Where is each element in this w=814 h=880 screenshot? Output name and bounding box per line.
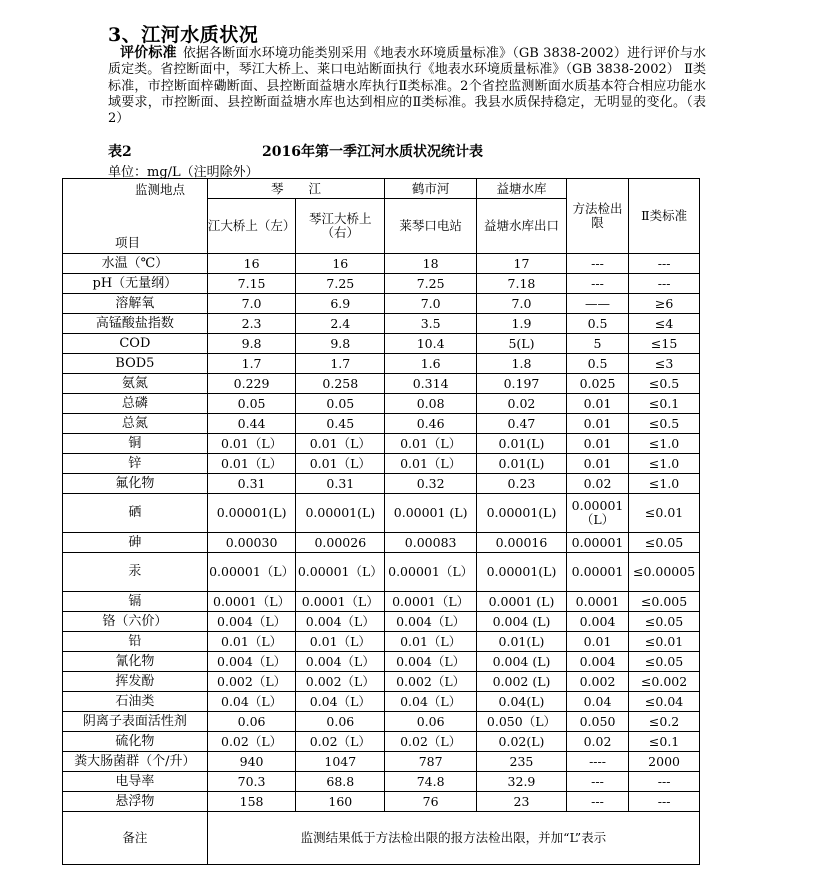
item-cell: 铬（六价）	[63, 612, 208, 632]
table-row	[63, 672, 700, 692]
method-limit-value: 0.5	[566, 354, 628, 374]
site3-value: 3.5	[385, 314, 477, 334]
site-header-1: 江大桥上（左）	[207, 199, 296, 254]
table-row	[63, 772, 700, 792]
site1-value: 1.7	[207, 354, 296, 374]
item-cell: 高锰酸盐指数	[63, 314, 208, 334]
site1-value: 0.00030	[207, 533, 296, 553]
site4-value: 0.004 (L)	[477, 612, 567, 632]
site3-value: 0.004（L）	[385, 652, 477, 672]
site1-value: 940	[207, 752, 296, 772]
site4-value: 0.002 (L)	[477, 672, 567, 692]
site3-value: 0.01（L）	[385, 632, 477, 652]
evaluation-paragraph	[108, 45, 706, 127]
site1-value: 0.01（L）	[207, 434, 296, 454]
site1-value: 0.01（L）	[207, 632, 296, 652]
table-row	[63, 254, 700, 274]
site3-value: 76	[385, 792, 477, 812]
item-cell: 总氮	[63, 414, 208, 434]
site3-value: 787	[385, 752, 477, 772]
standard-value: ≤1.0	[629, 434, 700, 454]
table-row	[63, 712, 700, 732]
site4-value: 5(L)	[477, 334, 567, 354]
site1-value: 0.31	[207, 474, 296, 494]
table-row	[63, 314, 700, 334]
method-limit-value: ---	[566, 772, 628, 792]
table-row	[63, 732, 700, 752]
method-limit-value: 0.025	[566, 374, 628, 394]
section-heading: 3、江河水质状况	[108, 24, 259, 46]
standard-value: ≤0.05	[629, 533, 700, 553]
item-cell: 硫化物	[63, 732, 208, 752]
site2-value: 1.7	[296, 354, 385, 374]
standard-value: ≤0.5	[629, 414, 700, 434]
site2-value: 0.01（L）	[296, 434, 385, 454]
method-limit-value: ——	[566, 294, 628, 314]
site3-value: 74.8	[385, 772, 477, 792]
item-cell: BOD5	[63, 354, 208, 374]
corner-location-label: 监测地点	[135, 182, 186, 197]
site2-value: 0.01（L）	[296, 454, 385, 474]
site3-value: 0.00001（L）	[385, 553, 477, 592]
site1-value: 0.004（L）	[207, 652, 296, 672]
table-row	[63, 374, 700, 394]
table-row	[63, 652, 700, 672]
item-cell: 镉	[63, 592, 208, 612]
item-cell: 砷	[63, 533, 208, 553]
table-row	[63, 434, 700, 454]
method-limit-value: 0.0001	[566, 592, 628, 612]
standard-value: ≤0.2	[629, 712, 700, 732]
table-row	[63, 414, 700, 434]
standard-value: ≤0.01	[629, 494, 700, 533]
site3-value: 0.02（L）	[385, 732, 477, 752]
item-cell: 氰化物	[63, 652, 208, 672]
site4-value: 0.197	[477, 374, 567, 394]
method-limit-value: 0.01	[566, 454, 628, 474]
river-header-2: 鹤市河	[385, 179, 477, 199]
site3-value: 0.04（L）	[385, 692, 477, 712]
method-limit-value: ---	[566, 792, 628, 812]
table-row	[63, 474, 700, 494]
note-row	[63, 812, 700, 865]
item-cell: 铅	[63, 632, 208, 652]
site1-value: 2.3	[207, 314, 296, 334]
table-row	[63, 274, 700, 294]
method-limit-value: ---	[566, 274, 628, 294]
table-title: 2016年第一季江河水质状况统计表	[262, 144, 483, 160]
standard-value: ≤0.00005	[629, 553, 700, 592]
site3-value: 0.46	[385, 414, 477, 434]
site2-value: 0.258	[296, 374, 385, 394]
item-cell: 水温（℃）	[63, 254, 208, 274]
table-row	[63, 454, 700, 474]
table-row	[63, 632, 700, 652]
standard-value: ---	[629, 254, 700, 274]
site1-value: 0.04（L）	[207, 692, 296, 712]
site3-value: 0.002（L）	[385, 672, 477, 692]
method-limit-value: ----	[566, 752, 628, 772]
site2-value: 0.02（L）	[296, 732, 385, 752]
standard-value: ≤0.01	[629, 632, 700, 652]
site4-value: 0.004 (L)	[477, 652, 567, 672]
site3-value: 0.004（L）	[385, 612, 477, 632]
site2-value: 7.25	[296, 274, 385, 294]
item-cell: 悬浮物	[63, 792, 208, 812]
site4-value: 0.47	[477, 414, 567, 434]
site1-value: 0.01（L）	[207, 454, 296, 474]
site3-value: 0.01（L）	[385, 454, 477, 474]
site2-value: 68.8	[296, 772, 385, 792]
site1-value: 0.00001（L）	[207, 553, 296, 592]
site2-value: 0.05	[296, 394, 385, 414]
site1-value: 0.002（L）	[207, 672, 296, 692]
site2-value: 0.00026	[296, 533, 385, 553]
paragraph-text: 依据各断面水环境功能类别采用《地表水环境质量标准》（GB 3838-2002）进行评价与水质定类。省控断面中，琴江大桥上、莱口电站断面执行《地表水环境质量标准》（GB 3838-2002） Ⅱ类标准，市控断面梓磡断面、县控断面益塘水库执行Ⅱ类标准。2个省控监测断面水质基本符合相应功能水域要求，市控断面、县控断面益塘水库也达到相应的Ⅱ类标准。我县水质保持稳定，无明显的变化。（表2）	[108, 46, 707, 127]
standard-value: ≤0.002	[629, 672, 700, 692]
table-row	[63, 354, 700, 374]
standard-value: ≤0.05	[629, 612, 700, 632]
table-row	[63, 533, 700, 553]
corner-item-label: 项目	[115, 235, 141, 250]
site2-value: 1047	[296, 752, 385, 772]
item-cell: 氨氮	[63, 374, 208, 394]
standard-value: ≤0.5	[629, 374, 700, 394]
site4-value: 0.02	[477, 394, 567, 414]
method-limit-value: 0.02	[566, 732, 628, 752]
site1-value: 70.3	[207, 772, 296, 792]
standard-value: ≤1.0	[629, 474, 700, 494]
site2-value: 0.31	[296, 474, 385, 494]
standard-value: ≤0.1	[629, 732, 700, 752]
site4-value: 23	[477, 792, 567, 812]
standard-value: ≤4	[629, 314, 700, 334]
method-limit-value: 0.01	[566, 632, 628, 652]
item-cell: 铜	[63, 434, 208, 454]
site4-value: 0.01(L)	[477, 454, 567, 474]
standard-value: ≤0.1	[629, 394, 700, 414]
site2-value: 9.8	[296, 334, 385, 354]
site4-value: 0.00016	[477, 533, 567, 553]
site4-value: 235	[477, 752, 567, 772]
standard-value: 2000	[629, 752, 700, 772]
site1-value: 158	[207, 792, 296, 812]
table-row	[63, 592, 700, 612]
method-limit-value: ---	[566, 254, 628, 274]
table-row	[63, 752, 700, 772]
site3-value: 0.06	[385, 712, 477, 732]
method-limit-value: 0.050	[566, 712, 628, 732]
site4-value: 0.01(L)	[477, 632, 567, 652]
unit-note: 单位：mg/L（注明除外）	[108, 165, 259, 180]
standard-value: ≥6	[629, 294, 700, 314]
site1-value: 0.0001（L）	[207, 592, 296, 612]
site1-value: 0.229	[207, 374, 296, 394]
method-limit-value: 0.01	[566, 434, 628, 454]
header-row-1	[63, 179, 700, 199]
method-limit-value: 0.5	[566, 314, 628, 334]
site3-value: 0.08	[385, 394, 477, 414]
paragraph-lead: 评价标准	[120, 45, 177, 61]
site2-value: 6.9	[296, 294, 385, 314]
site-header-3: 莱琴口电站	[385, 199, 477, 254]
site3-value: 7.25	[385, 274, 477, 294]
site2-value: 0.45	[296, 414, 385, 434]
method-limit-value: 0.00001（L）	[566, 494, 628, 533]
item-cell: 电导率	[63, 772, 208, 792]
site3-value: 0.00083	[385, 533, 477, 553]
item-cell: pH（无量纲）	[63, 274, 208, 294]
site4-value: 1.8	[477, 354, 567, 374]
site2-value: 0.00001(L)	[296, 494, 385, 533]
site3-value: 10.4	[385, 334, 477, 354]
site1-value: 0.004（L）	[207, 612, 296, 632]
standard-value: ≤15	[629, 334, 700, 354]
site4-value: 0.23	[477, 474, 567, 494]
site2-value: 0.004（L）	[296, 612, 385, 632]
site4-value: 17	[477, 254, 567, 274]
site2-value: 0.00001（L）	[296, 553, 385, 592]
site4-value: 0.0001 (L)	[477, 592, 567, 612]
site-header-2: 琴江大桥上（右）	[296, 199, 385, 254]
site2-value: 2.4	[296, 314, 385, 334]
site4-value: 0.00001(L)	[477, 494, 567, 533]
site2-value: 0.06	[296, 712, 385, 732]
item-cell: 锌	[63, 454, 208, 474]
standard-value: ≤0.05	[629, 652, 700, 672]
site4-value: 7.0	[477, 294, 567, 314]
item-cell: 硒	[63, 494, 208, 533]
site4-value: 0.02(L)	[477, 732, 567, 752]
site2-value: 0.004（L）	[296, 652, 385, 672]
table-row	[63, 494, 700, 533]
table-row	[63, 553, 700, 592]
table-number: 表2	[108, 144, 132, 160]
site4-value: 1.9	[477, 314, 567, 334]
method-limit-value: 5	[566, 334, 628, 354]
site4-value: 32.9	[477, 772, 567, 792]
site-header-4: 益塘水库出口	[477, 199, 567, 254]
item-cell: 总磷	[63, 394, 208, 414]
method-limit-value: 0.04	[566, 692, 628, 712]
site1-value: 0.05	[207, 394, 296, 414]
table-row	[63, 612, 700, 632]
method-limit-value: 0.02	[566, 474, 628, 494]
table-row	[63, 334, 700, 354]
standard-value: ≤3	[629, 354, 700, 374]
site3-value: 0.00001 (L)	[385, 494, 477, 533]
site1-value: 0.06	[207, 712, 296, 732]
item-cell: COD	[63, 334, 208, 354]
item-cell: 氟化物	[63, 474, 208, 494]
site4-value: 0.050（L）	[477, 712, 567, 732]
item-cell: 粪大肠菌群（个/升）	[63, 752, 208, 772]
site2-value: 16	[296, 254, 385, 274]
site2-value: 0.04（L）	[296, 692, 385, 712]
method-limit-value: 0.00001	[566, 533, 628, 553]
standard-value: ---	[629, 772, 700, 792]
item-cell: 汞	[63, 553, 208, 592]
river-header-3: 益塘水库	[477, 179, 567, 199]
standard-value: ≤0.005	[629, 592, 700, 612]
corner-header-cell	[63, 179, 208, 254]
site1-value: 7.15	[207, 274, 296, 294]
site1-value: 7.0	[207, 294, 296, 314]
table-row	[63, 394, 700, 414]
site4-value: 7.18	[477, 274, 567, 294]
site4-value: 0.04(L)	[477, 692, 567, 712]
standard-value: ≤1.0	[629, 454, 700, 474]
standard-value: ≤0.04	[629, 692, 700, 712]
site3-value: 0.32	[385, 474, 477, 494]
site2-value: 160	[296, 792, 385, 812]
method-limit-header: 方法检出限	[566, 179, 628, 254]
site3-value: 0.01（L）	[385, 434, 477, 454]
site1-value: 0.02（L）	[207, 732, 296, 752]
site1-value: 0.00001(L)	[207, 494, 296, 533]
site4-value: 0.01(L)	[477, 434, 567, 454]
site3-value: 0.314	[385, 374, 477, 394]
method-limit-value: 0.004	[566, 652, 628, 672]
standard-header: Ⅱ类标准	[629, 179, 700, 254]
method-limit-value: 0.002	[566, 672, 628, 692]
standard-value: ---	[629, 792, 700, 812]
site2-value: 0.002（L）	[296, 672, 385, 692]
method-limit-value: 0.01	[566, 414, 628, 434]
item-cell: 溶解氧	[63, 294, 208, 314]
site3-value: 0.0001（L）	[385, 592, 477, 612]
method-limit-value: 0.00001	[566, 553, 628, 592]
water-quality-table	[62, 178, 700, 865]
site2-value: 0.0001（L）	[296, 592, 385, 612]
site3-value: 7.0	[385, 294, 477, 314]
item-cell: 挥发酚	[63, 672, 208, 692]
river-header-1: 琴 江	[207, 179, 384, 199]
method-limit-value: 0.01	[566, 394, 628, 414]
site3-value: 1.6	[385, 354, 477, 374]
method-limit-value: 0.004	[566, 612, 628, 632]
item-cell: 石油类	[63, 692, 208, 712]
site1-value: 9.8	[207, 334, 296, 354]
site3-value: 18	[385, 254, 477, 274]
site2-value: 0.01（L）	[296, 632, 385, 652]
site4-value: 0.00001(L)	[477, 553, 567, 592]
table-row	[63, 792, 700, 812]
site1-value: 16	[207, 254, 296, 274]
standard-value: ---	[629, 274, 700, 294]
note-label: 备注	[63, 812, 208, 865]
table-row	[63, 692, 700, 712]
note-text: 监测结果低于方法检出限的报方法检出限，并加“L”表示	[207, 812, 699, 865]
site1-value: 0.44	[207, 414, 296, 434]
table-row	[63, 294, 700, 314]
item-cell: 阴离子表面活性剂	[63, 712, 208, 732]
